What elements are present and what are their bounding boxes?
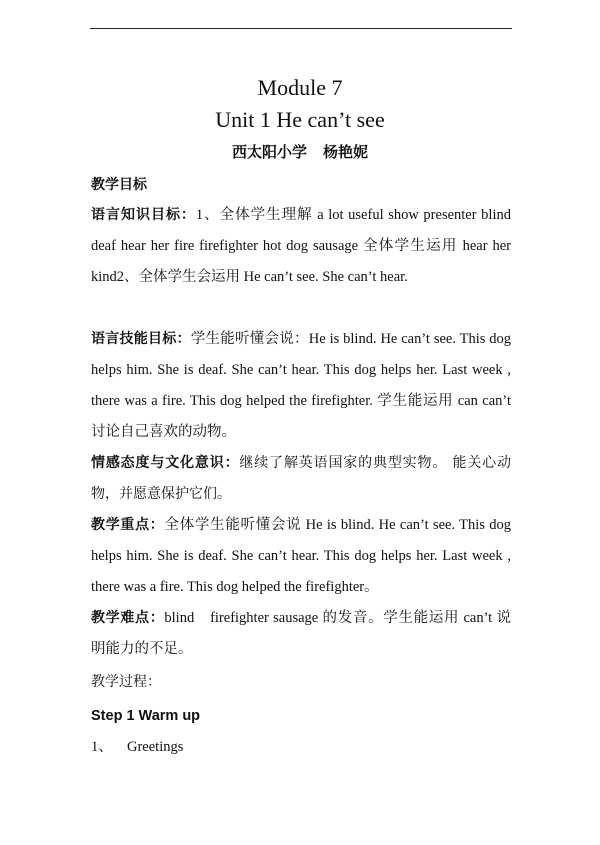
item-text: Greetings [127, 739, 184, 755]
knowledge-objective [91, 200, 511, 293]
attitude-text: 继续了解英语国家的典型实物。 能关心动物，并愿意保护它们。 [91, 455, 512, 502]
key-text: 全体学生能听懂会说 He is blind. He can’t see. This dog helps him. She is deaf. She can’t hear. This dog helps her. Last week , there was a fire. This dog helped the firefighter。 [91, 517, 511, 595]
unit-title: Unit 1 He can’t see [215, 107, 385, 132]
item-number: 1、 [91, 739, 113, 755]
key-label: 教学重点： [91, 517, 165, 533]
module-title: Module 7 [257, 75, 343, 100]
skill-objective [91, 324, 511, 448]
attitude-objective [91, 448, 511, 510]
attitude-label: 情感态度与文化意识： [91, 455, 240, 471]
skill-text: 学生能听懂会说：He is blind. He can’t see. This dog helps him. She is deaf. She can’t hear. This dog helps her. Last week , there was a fire. This dog helped the firefighter. 学生能运用 can can’t 讨论自己喜欢的动物。 [91, 331, 511, 440]
key-points [91, 510, 511, 603]
process-heading: 教学过程： [91, 674, 161, 690]
knowledge-label: 语言知识目标： [91, 207, 196, 223]
school-name: 西太阳小学 [231, 143, 307, 161]
author-line [0, 141, 600, 163]
objectives-heading: 教学目标 [91, 177, 147, 193]
skill-label: 语言技能目标： [91, 331, 191, 347]
list-item [91, 735, 183, 759]
difficult-points [91, 603, 511, 665]
difficult-text: blind firefighter sausage 的发音。学生能运用 can’t 说明能力的不足。 [91, 610, 512, 657]
step-1-heading: Step 1 Warm up [91, 708, 201, 724]
teacher-name: 杨艳妮 [323, 143, 369, 161]
difficult-label: 教学难点： [91, 610, 165, 626]
top-rule [90, 28, 512, 29]
knowledge-text: 1、全体学生理解 a lot useful show presenter blind deaf hear her fire firefighter hot dog sausage 全体学生运用 hear her kind2、全体学生会运用 He can’t see. She can’t hear. [91, 207, 511, 285]
